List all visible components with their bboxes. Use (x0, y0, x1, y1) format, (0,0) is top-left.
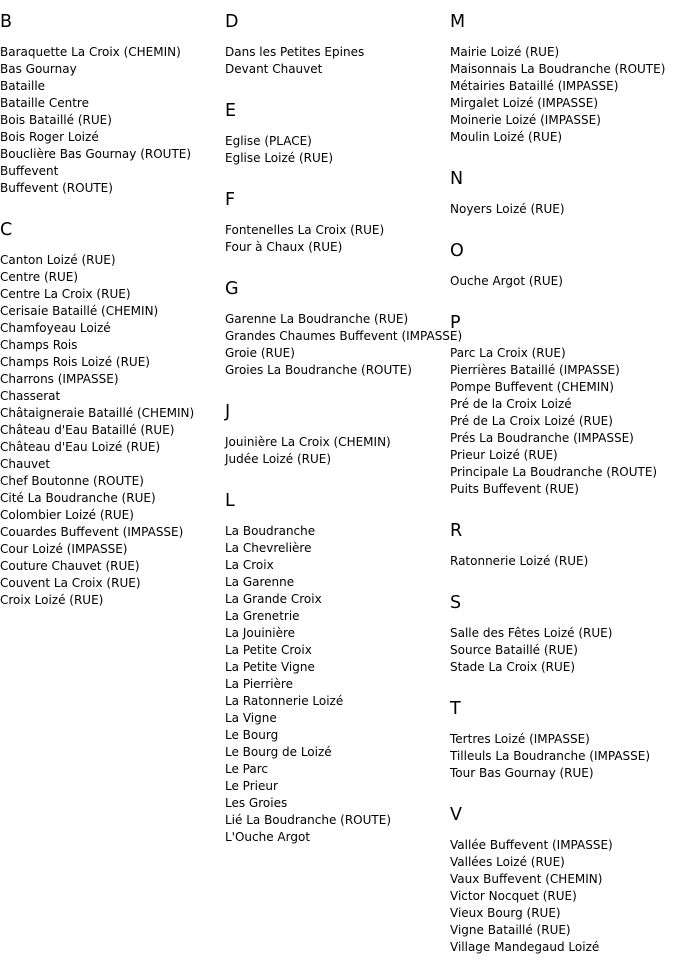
street-name: Tertres Loizé (IMPASSE) (450, 732, 590, 746)
street-name: Vallée Buffevent (IMPASSE) (450, 838, 613, 852)
street-name: La Vigne (225, 711, 277, 725)
section-letter-heading: N (450, 169, 464, 189)
street-name: Pré de la Croix Loizé (450, 397, 572, 411)
letter-section (225, 277, 462, 379)
street-name: La Pierrière (225, 677, 293, 691)
street-name: Moulin Loizé (RUE) (450, 130, 563, 144)
street-name: Bouclière Bas Gournay (ROUTE) (0, 147, 192, 161)
street-name: Château d'Eau Loizé (RUE) (0, 440, 161, 454)
street-name: Vigne Bataillé (RUE) (450, 923, 571, 937)
section-letter-heading: B (0, 12, 13, 32)
section-letter-heading: C (0, 220, 13, 240)
street-name: La Chevrelière (225, 541, 312, 555)
street-list (450, 345, 665, 498)
street-name: Mirgalet Loizé (IMPASSE) (450, 96, 599, 110)
letter-section (225, 188, 462, 256)
street-name: Grandes Chaumes Buffevent (IMPASSE) (225, 329, 463, 343)
section-letter-heading: R (450, 521, 463, 541)
section-letter-heading: D (225, 12, 239, 32)
street-name: Village Mandegaud Loizé (450, 940, 600, 954)
section-letter-heading: J (225, 402, 231, 422)
street-name: La Ratonnerie Loizé (225, 694, 344, 708)
street-list (225, 523, 462, 846)
section-letter-heading: T (450, 699, 461, 719)
street-name: Pierrières Bataillé (IMPASSE) (450, 363, 620, 377)
letter-section (450, 167, 665, 218)
street-name: Colombier Loizé (RUE) (0, 508, 134, 522)
street-name: Chasserat (0, 389, 61, 403)
street-name: Le Prieur (225, 779, 278, 793)
street-list (450, 273, 665, 290)
street-name: Prés La Boudranche (IMPASSE) (450, 431, 634, 445)
street-name: Chauvet (0, 457, 51, 471)
letter-section (450, 519, 665, 570)
street-name: Couardes Buffevent (IMPASSE) (0, 525, 184, 539)
letter-section (0, 10, 194, 197)
street-name: Pré de La Croix Loizé (RUE) (450, 414, 613, 428)
section-letter-heading: V (450, 805, 462, 825)
street-list (450, 201, 665, 218)
street-name: Buffevent (0, 164, 59, 178)
street-name: Cerisaie Bataillé (CHEMIN) (0, 304, 159, 318)
street-list (450, 731, 665, 782)
section-letter-heading: M (450, 12, 466, 32)
street-name: Chef Boutonne (ROUTE) (0, 474, 144, 488)
street-name: Château d'Eau Bataillé (RUE) (0, 423, 175, 437)
street-list (450, 44, 665, 146)
letter-section (450, 591, 665, 676)
street-name: Salle des Fêtes Loizé (RUE) (450, 626, 613, 640)
street-name: Couture Chauvet (RUE) (0, 559, 140, 573)
street-name: La Croix (225, 558, 274, 572)
street-name: Ratonnerie Loizé (RUE) (450, 554, 589, 568)
letter-section (450, 311, 665, 498)
section-letter-heading: S (450, 593, 462, 613)
section-letter-heading: P (450, 313, 461, 333)
street-name: Victor Nocquet (RUE) (450, 889, 577, 903)
street-name: Fontenelles La Croix (RUE) (225, 223, 385, 237)
section-letter-heading: O (450, 241, 464, 261)
street-name: Judée Loizé (RUE) (225, 452, 332, 466)
street-name: Lié La Boudranche (ROUTE) (225, 813, 392, 827)
street-name: Ouche Argot (RUE) (450, 274, 563, 288)
street-name: La Garenne (225, 575, 295, 589)
street-name: Bataille Centre (0, 96, 89, 110)
street-name: Dans les Petites Epines (225, 45, 365, 59)
street-name: Centre La Croix (RUE) (0, 287, 131, 301)
street-name: Métairies Bataillé (IMPASSE) (450, 79, 619, 93)
street-list (225, 44, 462, 78)
letter-section (450, 697, 665, 782)
street-list (450, 553, 665, 570)
street-list (450, 837, 665, 956)
street-name: Vieux Bourg (RUE) (450, 906, 561, 920)
street-name: Moinerie Loizé (IMPASSE) (450, 113, 601, 127)
street-name: Devant Chauvet (225, 62, 323, 76)
index-column (225, 10, 462, 867)
letter-section (450, 803, 665, 956)
street-name: Eglise (PLACE) (225, 134, 312, 148)
section-letter-heading: G (225, 279, 239, 299)
index-column (450, 10, 665, 977)
street-name: La Grenetrie (225, 609, 300, 623)
street-list (225, 434, 462, 468)
section-letter-heading: E (225, 101, 237, 121)
street-name: Châtaigneraie Bataillé (CHEMIN) (0, 406, 195, 420)
street-list (450, 625, 665, 676)
street-name: Jouinière La Croix (CHEMIN) (225, 435, 391, 449)
street-name: Mairie Loizé (RUE) (450, 45, 560, 59)
street-name: Croix Loizé (RUE) (0, 593, 104, 607)
street-name: La Jouinière (225, 626, 296, 640)
street-name: Bataille (0, 79, 46, 93)
street-name: Le Parc (225, 762, 268, 776)
street-name: Pompe Buffevent (CHEMIN) (450, 380, 614, 394)
section-letter-heading: L (225, 491, 235, 511)
street-name: Parc La Croix (RUE) (450, 346, 566, 360)
street-name: Stade La Croix (RUE) (450, 660, 576, 674)
street-name: Champs Rois (0, 338, 78, 352)
street-name: Groies La Boudranche (ROUTE) (225, 363, 412, 377)
letter-section (450, 239, 665, 290)
street-name: Tour Bas Gournay (RUE) (450, 766, 594, 780)
street-list (0, 44, 194, 197)
street-name: Le Bourg de Loizé (225, 745, 332, 759)
street-name: La Grande Croix (225, 592, 322, 606)
street-name: Source Bataillé (RUE) (450, 643, 578, 657)
street-name: Four à Chaux (RUE) (225, 240, 343, 254)
letter-section (225, 489, 462, 846)
street-name: Canton Loizé (RUE) (0, 253, 116, 267)
street-name: Eglise Loizé (RUE) (225, 151, 334, 165)
section-letter-heading: F (225, 190, 236, 210)
street-name: Vallées Loizé (RUE) (450, 855, 565, 869)
street-name: Puits Buffevent (RUE) (450, 482, 579, 496)
street-name: Groie (RUE) (225, 346, 295, 360)
street-name: Couvent La Croix (RUE) (0, 576, 141, 590)
letter-section (0, 218, 194, 609)
street-name: Charrons (IMPASSE) (0, 372, 119, 386)
street-list (225, 222, 462, 256)
street-name: Les Groies (225, 796, 288, 810)
street-name: Maisonnais La Boudranche (ROUTE) (450, 62, 666, 76)
index-column (0, 10, 194, 630)
street-name: Prieur Loizé (RUE) (450, 448, 558, 462)
street-name: Chamfoyeau Loizé (0, 321, 111, 335)
street-name: Champs Rois Loizé (RUE) (0, 355, 150, 369)
street-name: Noyers Loizé (RUE) (450, 202, 565, 216)
street-name: Centre (RUE) (0, 270, 79, 284)
street-name: Tilleuls La Boudranche (IMPASSE) (450, 749, 651, 763)
street-name: L'Ouche Argot (225, 830, 311, 844)
street-name: Bois Roger Loizé (0, 130, 99, 144)
street-name: Buffevent (ROUTE) (0, 181, 113, 195)
street-name: Baraquette La Croix (CHEMIN) (0, 45, 181, 59)
street-name: Bois Bataillé (RUE) (0, 113, 112, 127)
street-name: La Boudranche (225, 524, 316, 538)
letter-section (225, 10, 462, 78)
street-name: La Petite Vigne (225, 660, 315, 674)
street-name: Cour Loizé (IMPASSE) (0, 542, 128, 556)
street-list (225, 133, 462, 167)
street-name: Le Bourg (225, 728, 279, 742)
street-name: Cité La Boudranche (RUE) (0, 491, 156, 505)
street-list (225, 311, 462, 379)
street-list (0, 252, 194, 609)
letter-section (225, 400, 462, 468)
street-name: Garenne La Boudranche (RUE) (225, 312, 409, 326)
street-name: La Petite Croix (225, 643, 312, 657)
letter-section (225, 99, 462, 167)
street-name: Vaux Buffevent (CHEMIN) (450, 872, 603, 886)
street-name: Bas Gournay (0, 62, 77, 76)
letter-section (450, 10, 665, 146)
street-name: Principale La Boudranche (ROUTE) (450, 465, 658, 479)
